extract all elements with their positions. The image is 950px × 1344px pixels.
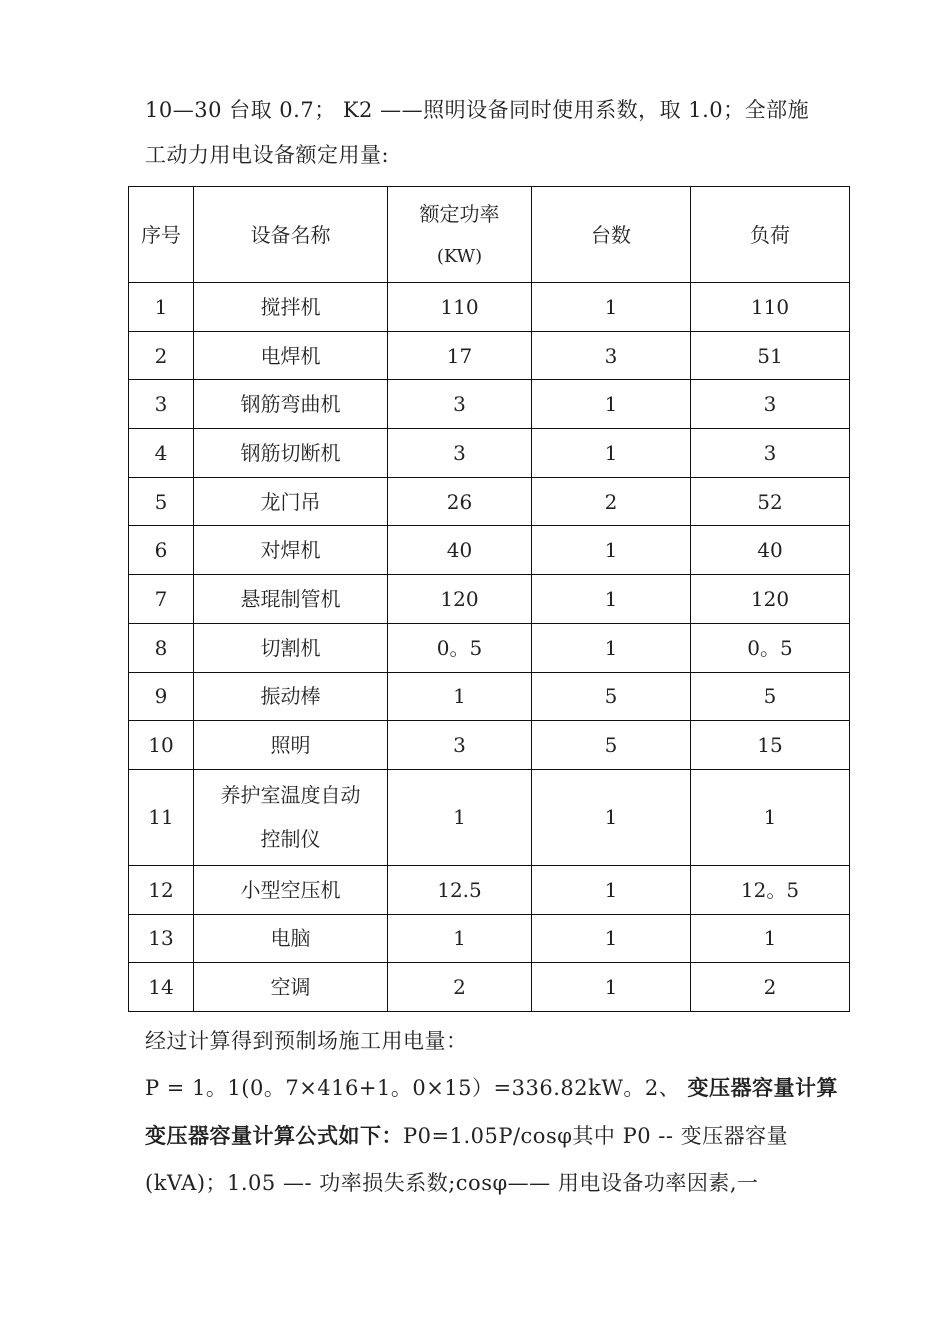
cell-no: 9 xyxy=(129,672,194,721)
cell-no: 2 xyxy=(129,331,194,380)
table-row xyxy=(129,526,850,575)
cell-power: 0。5 xyxy=(388,623,532,672)
cell-no: 8 xyxy=(129,623,194,672)
cell-count: 1 xyxy=(532,575,691,624)
cell-load: 40 xyxy=(691,526,850,575)
cell-load: 12。5 xyxy=(691,865,850,914)
cell-no: 4 xyxy=(129,429,194,478)
cell-name: 钢筋弯曲机 xyxy=(194,380,388,429)
cell-count: 1 xyxy=(532,526,691,575)
section-heading: 变压器容量计算 xyxy=(687,1076,838,1100)
cell-count: 5 xyxy=(532,721,691,770)
cell-power: 3 xyxy=(388,380,532,429)
cell-load: 1 xyxy=(691,769,850,865)
cell-load: 2 xyxy=(691,963,850,1012)
header-load: 负荷 xyxy=(691,187,850,283)
table-row xyxy=(129,721,850,770)
table-row xyxy=(129,865,850,914)
cell-count: 1 xyxy=(532,283,691,332)
cell-load: 120 xyxy=(691,575,850,624)
cell-load: 52 xyxy=(691,477,850,526)
cell-power: 2 xyxy=(388,963,532,1012)
cell-name: 龙门吊 xyxy=(194,477,388,526)
cell-power: 40 xyxy=(388,526,532,575)
cell-count: 1 xyxy=(532,963,691,1012)
table-row xyxy=(129,380,850,429)
cell-name: 对焊机 xyxy=(194,526,388,575)
after-line-3 xyxy=(145,1121,788,1151)
cell-load: 15 xyxy=(691,721,850,770)
cell-load: 5 xyxy=(691,672,850,721)
table-row xyxy=(129,963,850,1012)
intro-line-1: 10—30 台取 0.7； K2 ——照明设备同时使用系数，取 1.0；全部施 xyxy=(145,98,810,122)
cell-no: 10 xyxy=(129,721,194,770)
cell-name: 电脑 xyxy=(194,914,388,963)
cell-count: 1 xyxy=(532,914,691,963)
power-formula: P = 1。1(0。7×416+1。0×15）=336.82kW。2、 xyxy=(145,1076,688,1100)
cell-count: 1 xyxy=(532,865,691,914)
cell-no: 3 xyxy=(129,380,194,429)
cell-count: 1 xyxy=(532,380,691,429)
formula-intro: 变压器容量计算公式如下： xyxy=(145,1124,403,1148)
cell-load: 3 xyxy=(691,429,850,478)
header-power-label: 额定功率 xyxy=(419,201,500,226)
table-row xyxy=(129,283,850,332)
cell-name: 振动棒 xyxy=(194,672,388,721)
header-no: 序号 xyxy=(129,187,194,283)
cell-power: 17 xyxy=(388,331,532,380)
table-row xyxy=(129,331,850,380)
cell-count: 3 xyxy=(532,331,691,380)
after-line-4: (kVA)；1.05 —- 功率损失系数;cosφ—— 用电设备功率因素,一 xyxy=(145,1171,759,1195)
table-row xyxy=(129,623,850,672)
header-name: 设备名称 xyxy=(194,187,388,283)
cell-no: 13 xyxy=(129,914,194,963)
cell-load: 110 xyxy=(691,283,850,332)
cell-load: 1 xyxy=(691,914,850,963)
table-row xyxy=(129,477,850,526)
header-count: 台数 xyxy=(532,187,691,283)
header-power-unit: (KW) xyxy=(436,245,483,267)
cell-load: 3 xyxy=(691,380,850,429)
cell-name-line-2: 控制仪 xyxy=(260,827,321,852)
cell-power: 120 xyxy=(388,575,532,624)
cell-name: 钢筋切断机 xyxy=(194,429,388,478)
table-row xyxy=(129,769,850,865)
cell-no: 14 xyxy=(129,963,194,1012)
cell-load: 51 xyxy=(691,331,850,380)
cell-count: 2 xyxy=(532,477,691,526)
intro-line-2: 工动力用电设备额定用量: xyxy=(145,143,390,167)
cell-power: 1 xyxy=(388,672,532,721)
cell-no: 11 xyxy=(129,769,194,865)
after-line-1: 经过计算得到预制场施工用电量： xyxy=(145,1029,468,1053)
header-power xyxy=(388,187,532,283)
cell-power: 12.5 xyxy=(388,865,532,914)
cell-name: 照明 xyxy=(194,721,388,770)
cell-power: 1 xyxy=(388,769,532,865)
cell-power: 3 xyxy=(388,721,532,770)
cell-no: 5 xyxy=(129,477,194,526)
cell-count: 1 xyxy=(532,769,691,865)
cell-name: 悬琨制管机 xyxy=(194,575,388,624)
cell-name: 搅拌机 xyxy=(194,283,388,332)
table-row xyxy=(129,672,850,721)
table-row xyxy=(129,429,850,478)
cell-no: 6 xyxy=(129,526,194,575)
table-row xyxy=(129,575,850,624)
cell-power: 3 xyxy=(388,429,532,478)
cell-name: 切割机 xyxy=(194,623,388,672)
cell-name: 空调 xyxy=(194,963,388,1012)
cell-no: 7 xyxy=(129,575,194,624)
after-line-2 xyxy=(145,1073,838,1103)
cell-count: 1 xyxy=(532,623,691,672)
cell-name-line-1: 养护室温度自动 xyxy=(220,783,361,808)
table-header-row xyxy=(129,187,850,283)
cell-power: 110 xyxy=(388,283,532,332)
transformer-formula: P0=1.05P/cosφ其中 P0 -- 变压器容量 xyxy=(403,1124,789,1148)
cell-count: 5 xyxy=(532,672,691,721)
cell-power: 1 xyxy=(388,914,532,963)
cell-power: 26 xyxy=(388,477,532,526)
equipment-table xyxy=(128,186,850,1012)
cell-count: 1 xyxy=(532,429,691,478)
cell-no: 1 xyxy=(129,283,194,332)
table-row xyxy=(129,914,850,963)
cell-no: 12 xyxy=(129,865,194,914)
cell-name: 电焊机 xyxy=(194,331,388,380)
cell-name xyxy=(194,769,388,865)
cell-load: 0。5 xyxy=(691,623,850,672)
cell-name: 小型空压机 xyxy=(194,865,388,914)
